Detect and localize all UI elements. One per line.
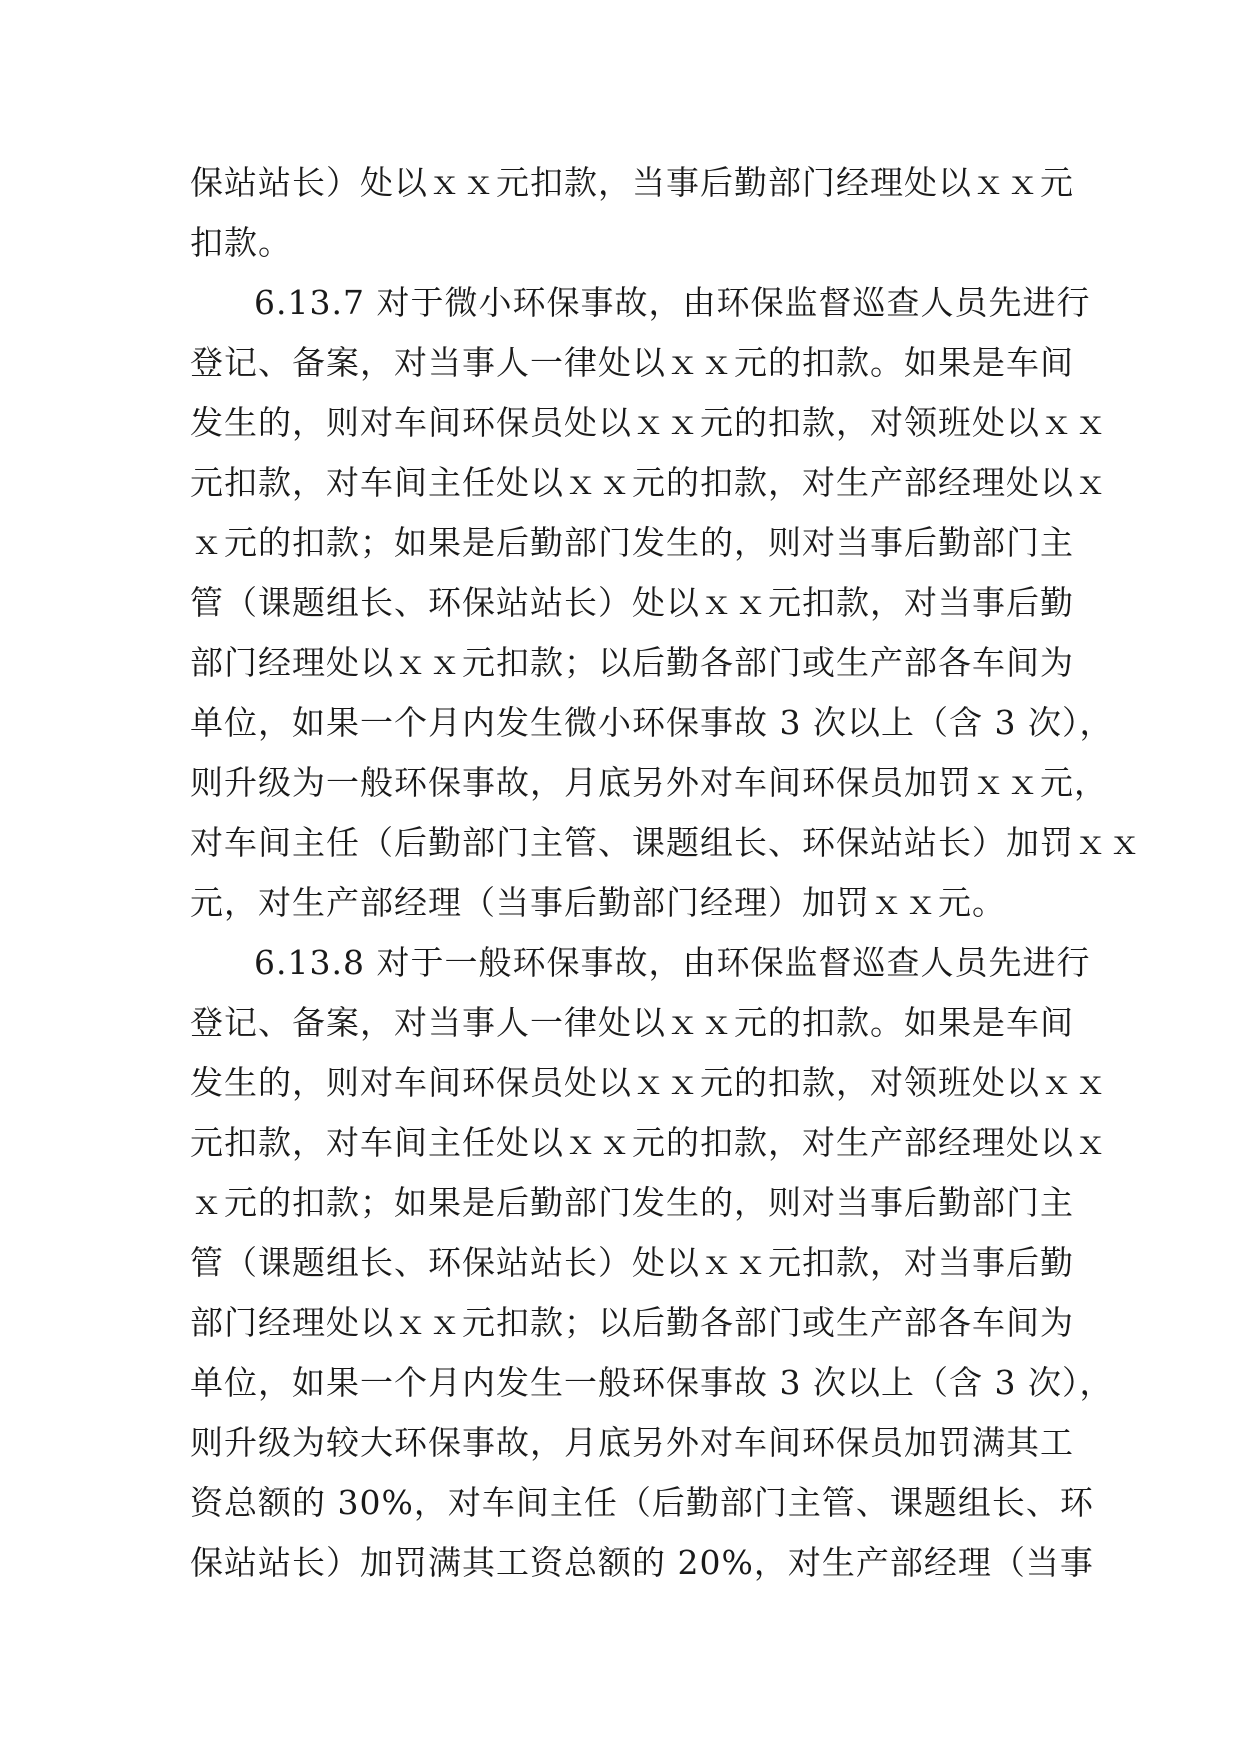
text-line: 部门经理处以ｘｘ元扣款；以后勤各部门或生产部各车间为 — [190, 643, 1074, 682]
text-line: 元，对生产部经理（当事后勤部门经理）加罚ｘｘ元。 — [190, 883, 1006, 922]
text-line: 发生的，则对车间环保员处以ｘｘ元的扣款，对领班处以ｘｘ — [190, 403, 1108, 442]
text-line: 登记、备案，对当事人一律处以ｘｘ元的扣款。如果是车间 — [190, 343, 1074, 382]
text-line: 则升级为较大环保事故，月底另外对车间环保员加罚满其工 — [190, 1423, 1074, 1462]
text-line: 登记、备案，对当事人一律处以ｘｘ元的扣款。如果是车间 — [190, 1003, 1074, 1042]
text-line: 保站站长）处以ｘｘ元扣款，当事后勤部门经理处以ｘｘ元 — [190, 163, 1074, 202]
text-line: 保站站长）加罚满其工资总额的 20%，对生产部经理（当事 — [190, 1543, 1094, 1582]
text-line: 单位，如果一个月内发生微小环保事故 3 次以上（含 3 次）， — [190, 703, 1114, 742]
text-line: 资总额的 30%，对车间主任（后勤部门主管、课题组长、环 — [190, 1483, 1094, 1522]
text-line: 则升级为一般环保事故，月底另外对车间环保员加罚ｘｘ元， — [190, 763, 1108, 802]
text-line: 元扣款，对车间主任处以ｘｘ元的扣款，对生产部经理处以ｘ — [190, 463, 1108, 502]
text-line: 部门经理处以ｘｘ元扣款；以后勤各部门或生产部各车间为 — [190, 1303, 1074, 1342]
text-line: 单位，如果一个月内发生一般环保事故 3 次以上（含 3 次）， — [190, 1363, 1114, 1402]
section-6-13-7-heading-line: 6.13.7 对于微小环保事故，由环保监督巡查人员先进行 — [254, 283, 1091, 322]
text-line: 发生的，则对车间环保员处以ｘｘ元的扣款，对领班处以ｘｘ — [190, 1063, 1108, 1102]
text-line: ｘ元的扣款；如果是后勤部门发生的，则对当事后勤部门主 — [190, 523, 1074, 562]
text-line: ｘ元的扣款；如果是后勤部门发生的，则对当事后勤部门主 — [190, 1183, 1074, 1222]
text-line: 元扣款，对车间主任处以ｘｘ元的扣款，对生产部经理处以ｘ — [190, 1123, 1108, 1162]
section-6-13-8-heading-line: 6.13.8 对于一般环保事故，由环保监督巡查人员先进行 — [254, 943, 1091, 982]
text-line: 管（课题组长、环保站站长）处以ｘｘ元扣款，对当事后勤 — [190, 583, 1074, 622]
text-line: 管（课题组长、环保站站长）处以ｘｘ元扣款，对当事后勤 — [190, 1243, 1074, 1282]
text-line: 扣款。 — [190, 223, 292, 262]
text-line: 对车间主任（后勤部门主管、课题组长、环保站站长）加罚ｘｘ — [190, 823, 1142, 862]
